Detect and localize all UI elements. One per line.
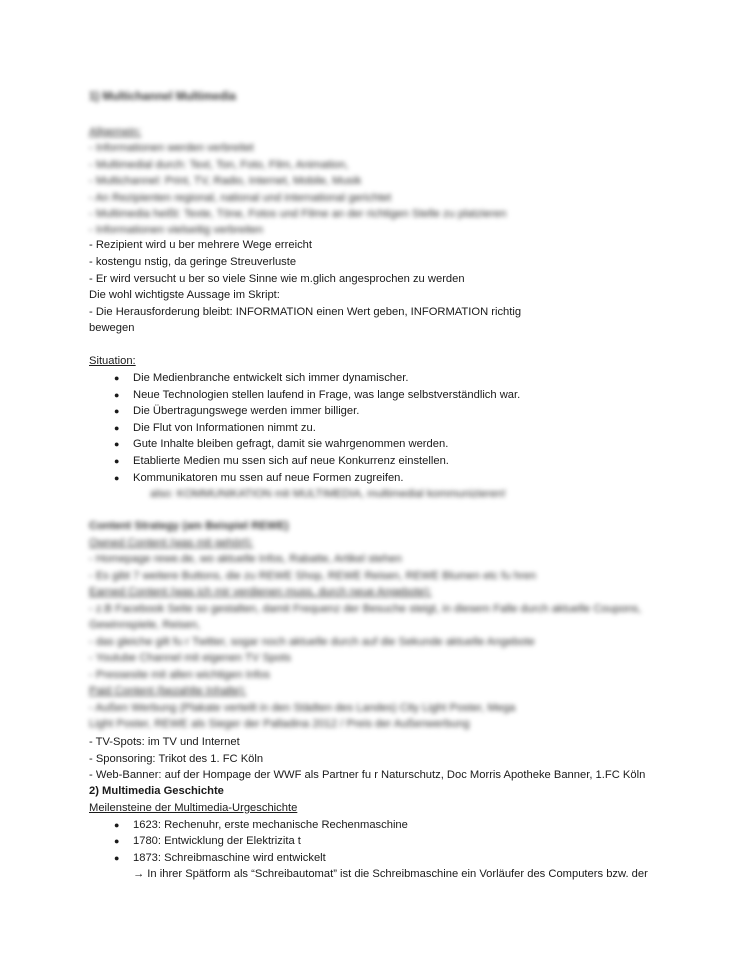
intro-line: bewegen <box>89 322 135 334</box>
content-strategy-line: - Youtube Channel mit eigenen TV Spots <box>89 652 291 664</box>
bullet-icon: ● <box>114 423 120 433</box>
intro-heading: Allgemein: <box>89 126 142 138</box>
content-strategy-heading: Content Strategy (am Beispiel REWE) <box>89 520 289 532</box>
milestone-item: 1623: Rechenuhr, erste mechanische Rechenmaschine <box>133 819 408 831</box>
situation-heading: Situation: <box>89 355 136 367</box>
bullet-icon: ● <box>114 406 120 416</box>
intro-line: - Multimedial durch: Text, Ton, Foto, Film, Animation, <box>89 159 349 171</box>
section-2-title: 2) Multimedia Geschichte <box>89 785 224 797</box>
situation-item: Die Übertragungswege werden immer billiger. <box>133 405 360 417</box>
bullet-icon: ● <box>114 373 120 383</box>
content-strategy-line: - Es gibt 7 weitere Buttons, die zu REWE Shop, REWE Reisen, REWE Blumen etc fu hren <box>89 570 537 582</box>
situation-item: Die Flut von Informationen nimmt zu. <box>133 422 316 434</box>
milestone-item: 1780: Entwicklung der Elektrizita t <box>133 835 301 847</box>
content-strategy-line: Light Poster, REWE als Sieger der Palladina 2012 / Preis der Außenwerbung <box>89 718 470 730</box>
intro-line: - kostengu nstig, da geringe Streuverluste <box>89 256 297 268</box>
content-strategy-line: - TV-Spots: im TV und Internet <box>89 736 240 748</box>
situation-item: Kommunikatoren mu ssen auf neue Formen zugreifen. <box>133 472 404 484</box>
content-strategy-line: - Homepage rewe.de, wo aktuelle Infos, Rabatte, Artikel stehen <box>89 553 402 565</box>
section-1-title: 1) Multichannel Multimedia <box>89 91 236 103</box>
intro-line: - An Rezipienten regional, national und international gerichtet <box>89 192 392 204</box>
milestones-heading: Meilensteine der Multimedia-Urgeschichte <box>89 802 298 814</box>
intro-line: - Die Herausforderung bleibt: INFORMATION einen Wert geben, INFORMATION richtig <box>89 306 522 318</box>
bullet-icon: ● <box>114 390 120 400</box>
milestone-item: 1873: Schreibmaschine wird entwickelt <box>133 852 326 864</box>
bullet-icon: ● <box>114 853 120 863</box>
intro-line: - Rezipient wird u ber mehrere Wege erreicht <box>89 239 313 251</box>
content-strategy-line: - Web-Banner: auf der Hompage der WWF als Partner fu r Naturschutz, Doc Morris Apotheke Banner, 1.FC Köln <box>89 769 646 781</box>
intro-line: - Informationen werden verbreitet <box>89 142 254 154</box>
bullet-icon: ● <box>114 439 120 449</box>
content-strategy-line: Earned Content (was ich mir verdienen muss, durch neue Angebote): <box>89 586 432 598</box>
situation-note: also: KOMMUNIKATION mit MULTIMEDIA, multimedial kommunizieren! <box>150 488 506 500</box>
intro-line: - Multichannel: Print, TV, Radio, Internet, Mobile, Musik <box>89 175 362 187</box>
situation-item: Etablierte Medien mu ssen sich auf neue Konkurrenz einstellen. <box>133 455 449 467</box>
intro-line: - Multimedia heißt: Texte, Töne, Fotos und Filme an der richtigen Stelle zu platzieren <box>89 208 507 220</box>
content-strategy-line: - das gleiche gilt fu r Twitter, sogar noch aktuelle durch auf die Sekunde aktuelle Angebote <box>89 636 535 648</box>
content-strategy-line: - Außen Werbung (Plakate verteilt in den Städten des Landes) City Light Poster, Mega <box>89 702 516 714</box>
intro-line: - Informationen vielseitig verbreiten <box>89 224 264 236</box>
intro-line: - Er wird versucht u ber so viele Sinne wie m.glich angesprochen zu werden <box>89 273 465 285</box>
content-strategy-line: Paid Content (bezahlte Inhalte): <box>89 685 247 697</box>
bullet-icon: ● <box>114 456 120 466</box>
bullet-icon: ● <box>114 820 120 830</box>
content-strategy-line: Owned Content (was mit gehört): <box>89 537 254 549</box>
milestone-note: → In ihrer Spätform als “Schreibautomat” ist die Schreibmaschine ein Vorläufer des Computers bzw. der <box>133 868 648 880</box>
bullet-icon: ● <box>114 836 120 846</box>
content-strategy-line: Gewinnspiele, Reisen, <box>89 619 201 631</box>
content-strategy-line: - Sponsoring: Trikot des 1. FC Köln <box>89 753 264 765</box>
intro-line: Die wohl wichtigste Aussage im Skript: <box>89 289 280 301</box>
content-strategy-line: - z.B Facebook Seite so gestalten, damit Frequenz der Besuche steigt, in diesem Falle durch aktuelle Coupons, <box>89 603 642 615</box>
content-strategy-line: - Pressesite mit allen wichtigen Infos <box>89 669 270 681</box>
bullet-icon: ● <box>114 473 120 483</box>
situation-item: Die Medienbranche entwickelt sich immer dynamischer. <box>133 372 409 384</box>
situation-item: Neue Technologien stellen laufend in Frage, was lange selbstverständlich war. <box>133 389 521 401</box>
situation-item: Gute Inhalte bleiben gefragt, damit sie wahrgenommen werden. <box>133 438 449 450</box>
